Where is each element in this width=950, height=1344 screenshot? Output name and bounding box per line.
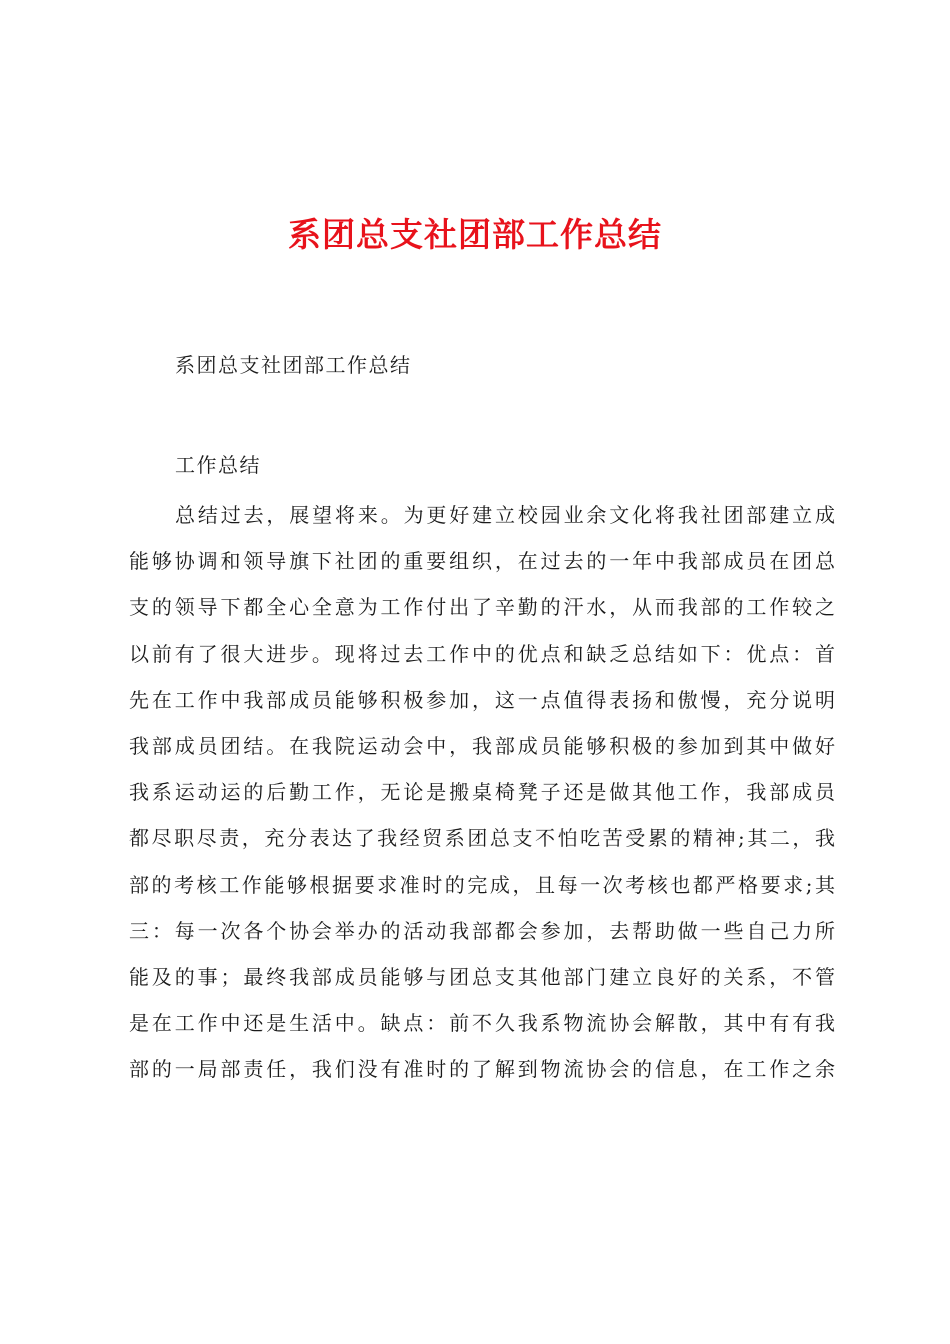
document-subtitle: 系团总支社团部工作总结 [175, 353, 412, 377]
body-line: 我系运动运的后勤工作，无论是搬桌椅凳子还是做其他工作，我部成员 [129, 780, 835, 805]
body-line: 支的领导下都全心全意为工作付出了辛勤的汗水，从而我部的工作较之 [129, 595, 835, 620]
body-line: 都尽职尽责，充分表达了我经贸系团总支不怕吃苦受累的精神;其二，我 [129, 826, 835, 851]
body-line: 能够协调和领导旗下社团的重要组织，在过去的一年中我部成员在团总 [129, 549, 835, 574]
body-line: 我部成员团结。在我院运动会中，我部成员能够积极的参加到其中做好 [129, 733, 835, 758]
section-heading: 工作总结 [175, 453, 261, 477]
body-line: 总结过去，展望将来。为更好建立校园业余文化将我社团部建立成 [175, 503, 835, 527]
body-line: 是在工作中还是生活中。缺点：前不久我系物流协会解散，其中有有我 [129, 1011, 835, 1036]
body-line: 能及的事；最终我部成员能够与团总支其他部门建立良好的关系，不管 [129, 964, 835, 989]
body-line: 先在工作中我部成员能够积极参加，这一点值得表扬和傲慢，充分说明 [129, 687, 835, 712]
body-line: 三：每一次各个协会举办的活动我部都会参加，去帮助做一些自己力所 [129, 918, 835, 943]
body-paragraph [129, 500, 835, 1100]
document-title: 系团总支社团部工作总结 [288, 215, 662, 254]
body-line: 部的一局部责任，我们没有准时的了解到物流协会的信息，在工作之余 [129, 1057, 835, 1082]
body-line: 以前有了很大进步。现将过去工作中的优点和缺乏总结如下：优点：首 [129, 641, 835, 666]
body-line: 部的考核工作能够根据要求准时的完成，且每一次考核也都严格要求;其 [129, 872, 835, 897]
